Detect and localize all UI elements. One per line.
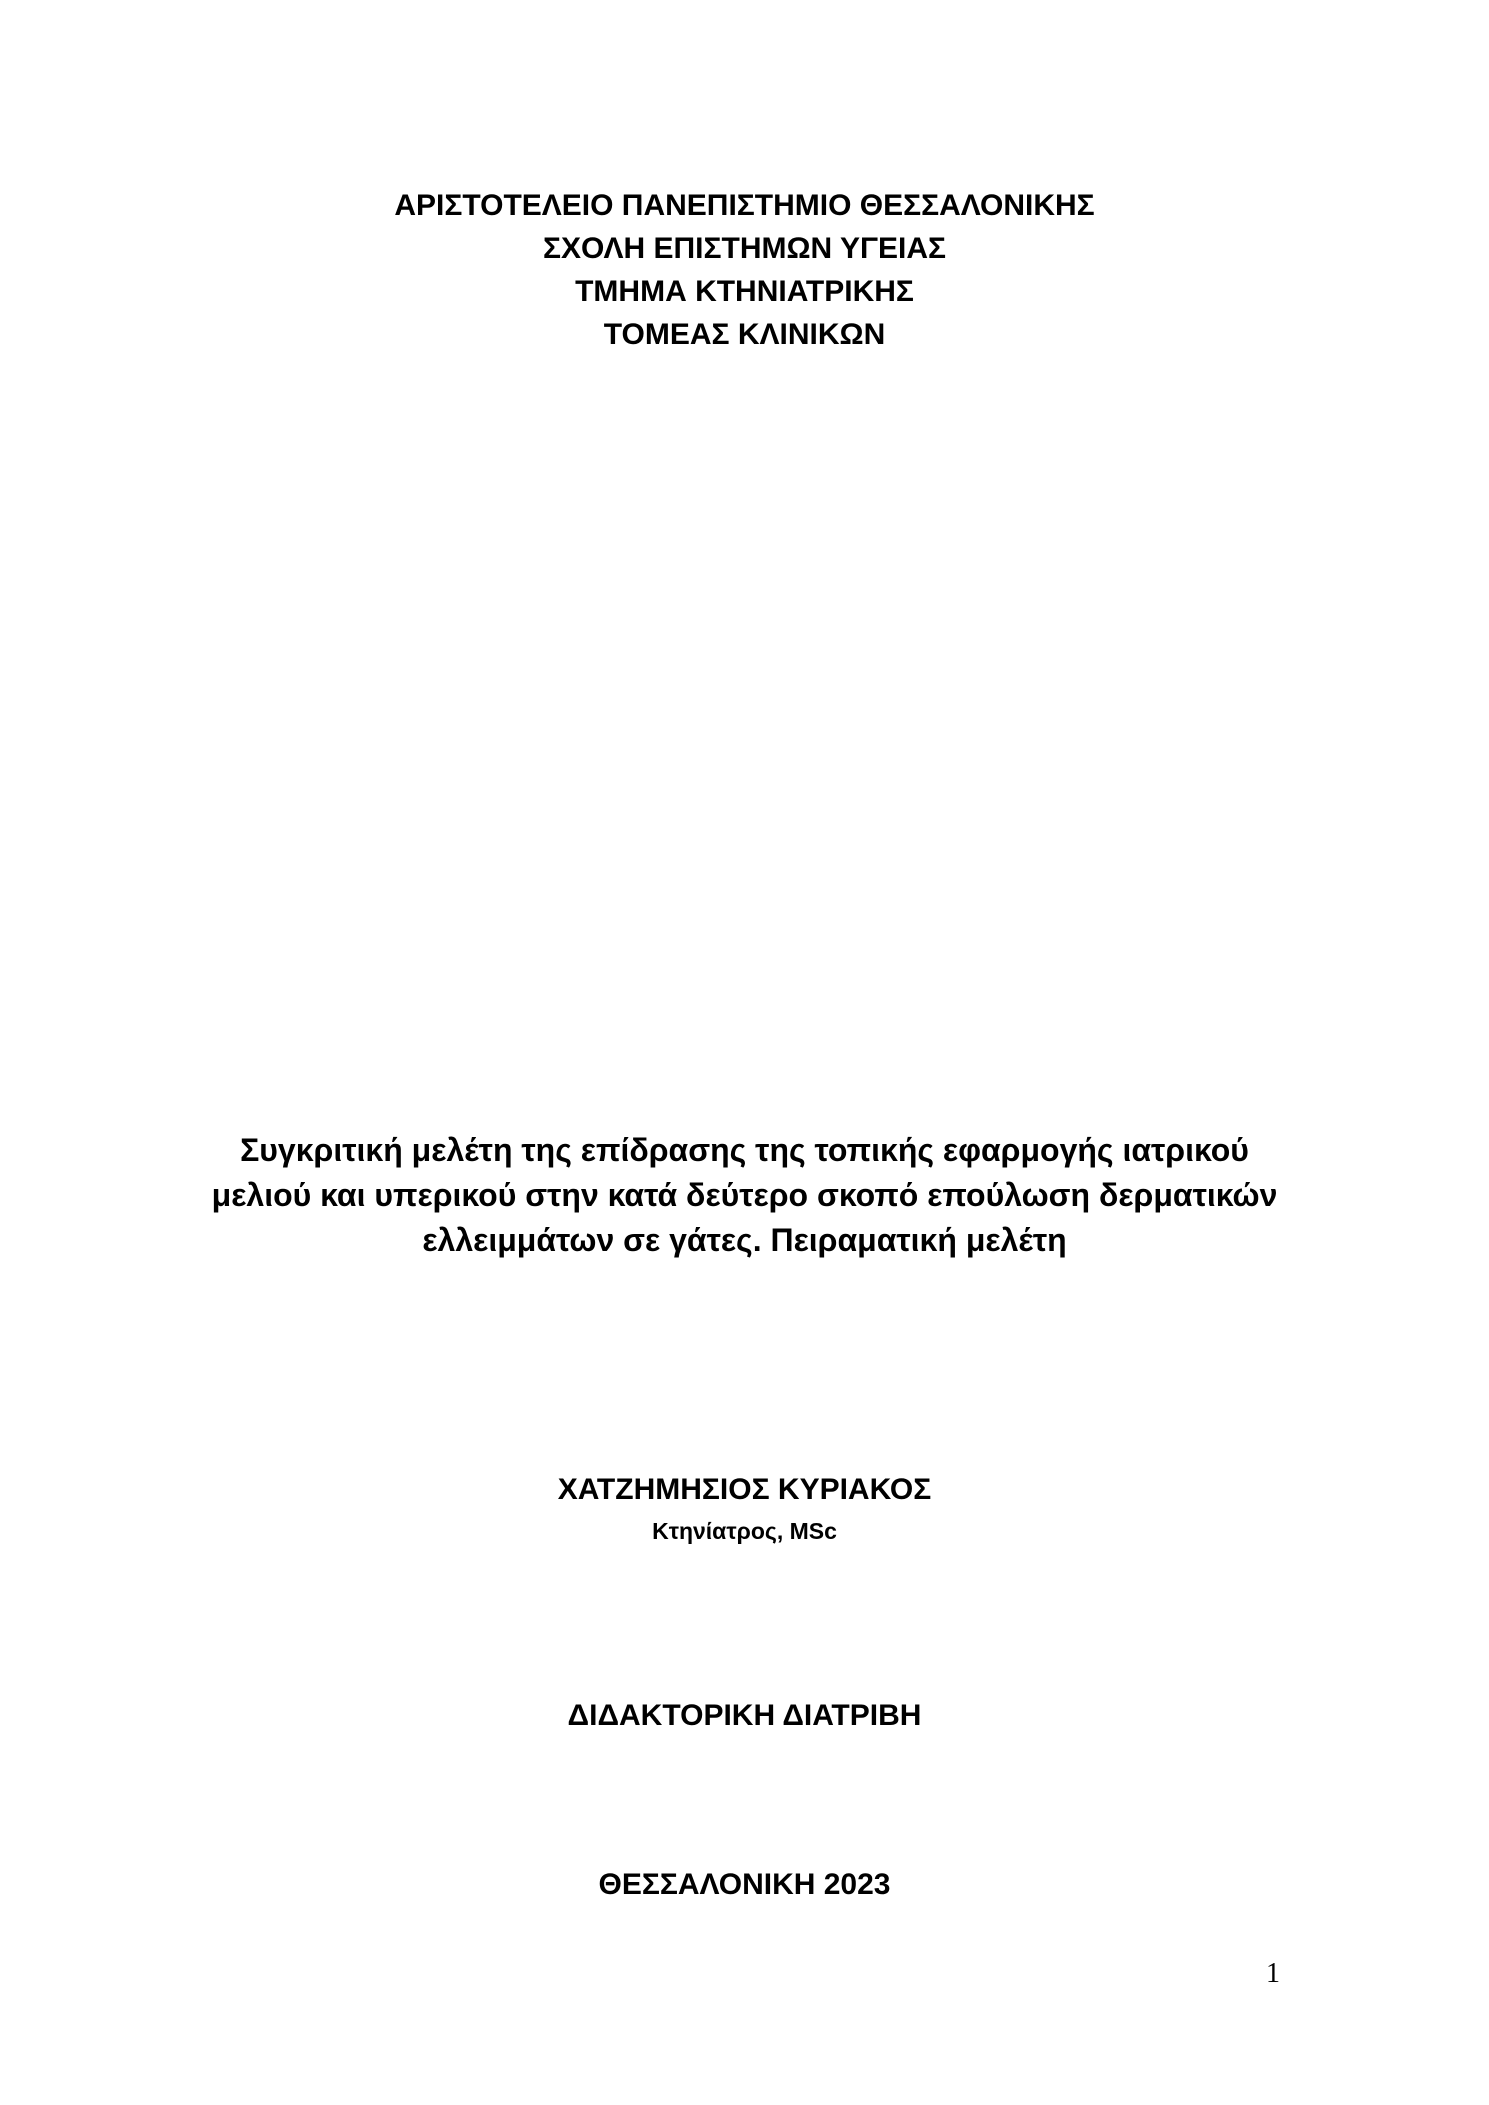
school-name: ΣΧΟΛΗ ΕΠΙΣΤΗΜΩΝ ΥΓΕΙΑΣ [542, 232, 947, 265]
thesis-title [0, 1128, 1489, 1263]
page-number: 1 [1266, 1958, 1280, 1989]
thesis-title-line-3: ελλειμμάτων σε γάτες. Πειραματική μελέτη [422, 1222, 1067, 1258]
thesis-title-line-2: μελιού και υπερικού στην κατά δεύτερο σκοπό επούλωση δερματικών [211, 1177, 1278, 1213]
place-and-year: ΘΕΣΣΑΛΟΝΙΚΗ 2023 [598, 1868, 891, 1901]
author-name: ΧΑΤΖΗΜΗΣΙΟΣ ΚΥΡΙΑΚΟΣ [557, 1473, 932, 1506]
section-name: ΤΟΜΕΑΣ ΚΛΙΝΙΚΩΝ [603, 318, 886, 351]
department-name: ΤΜΗΜΑ ΚΤΗΝΙΑΤΡΙΚΗΣ [575, 275, 914, 308]
institution-header [0, 184, 1489, 356]
document-type: ΔΙΔΑΚΤΟΡΙΚΗ ΔΙΑΤΡΙΒΗ [567, 1699, 922, 1732]
thesis-title-line-1: Συγκριτική μελέτη της επίδρασης της τοπικής εφαρμογής ιατρικού [240, 1132, 1249, 1168]
university-name: ΑΡΙΣΤΟΤΕΛΕΙΟ ΠΑΝΕΠΙΣΤΗΜΙΟ ΘΕΣΣΑΛΟΝΙΚΗΣ [394, 189, 1095, 222]
author-role: Κτηνίατρος, MSc [652, 1518, 837, 1544]
